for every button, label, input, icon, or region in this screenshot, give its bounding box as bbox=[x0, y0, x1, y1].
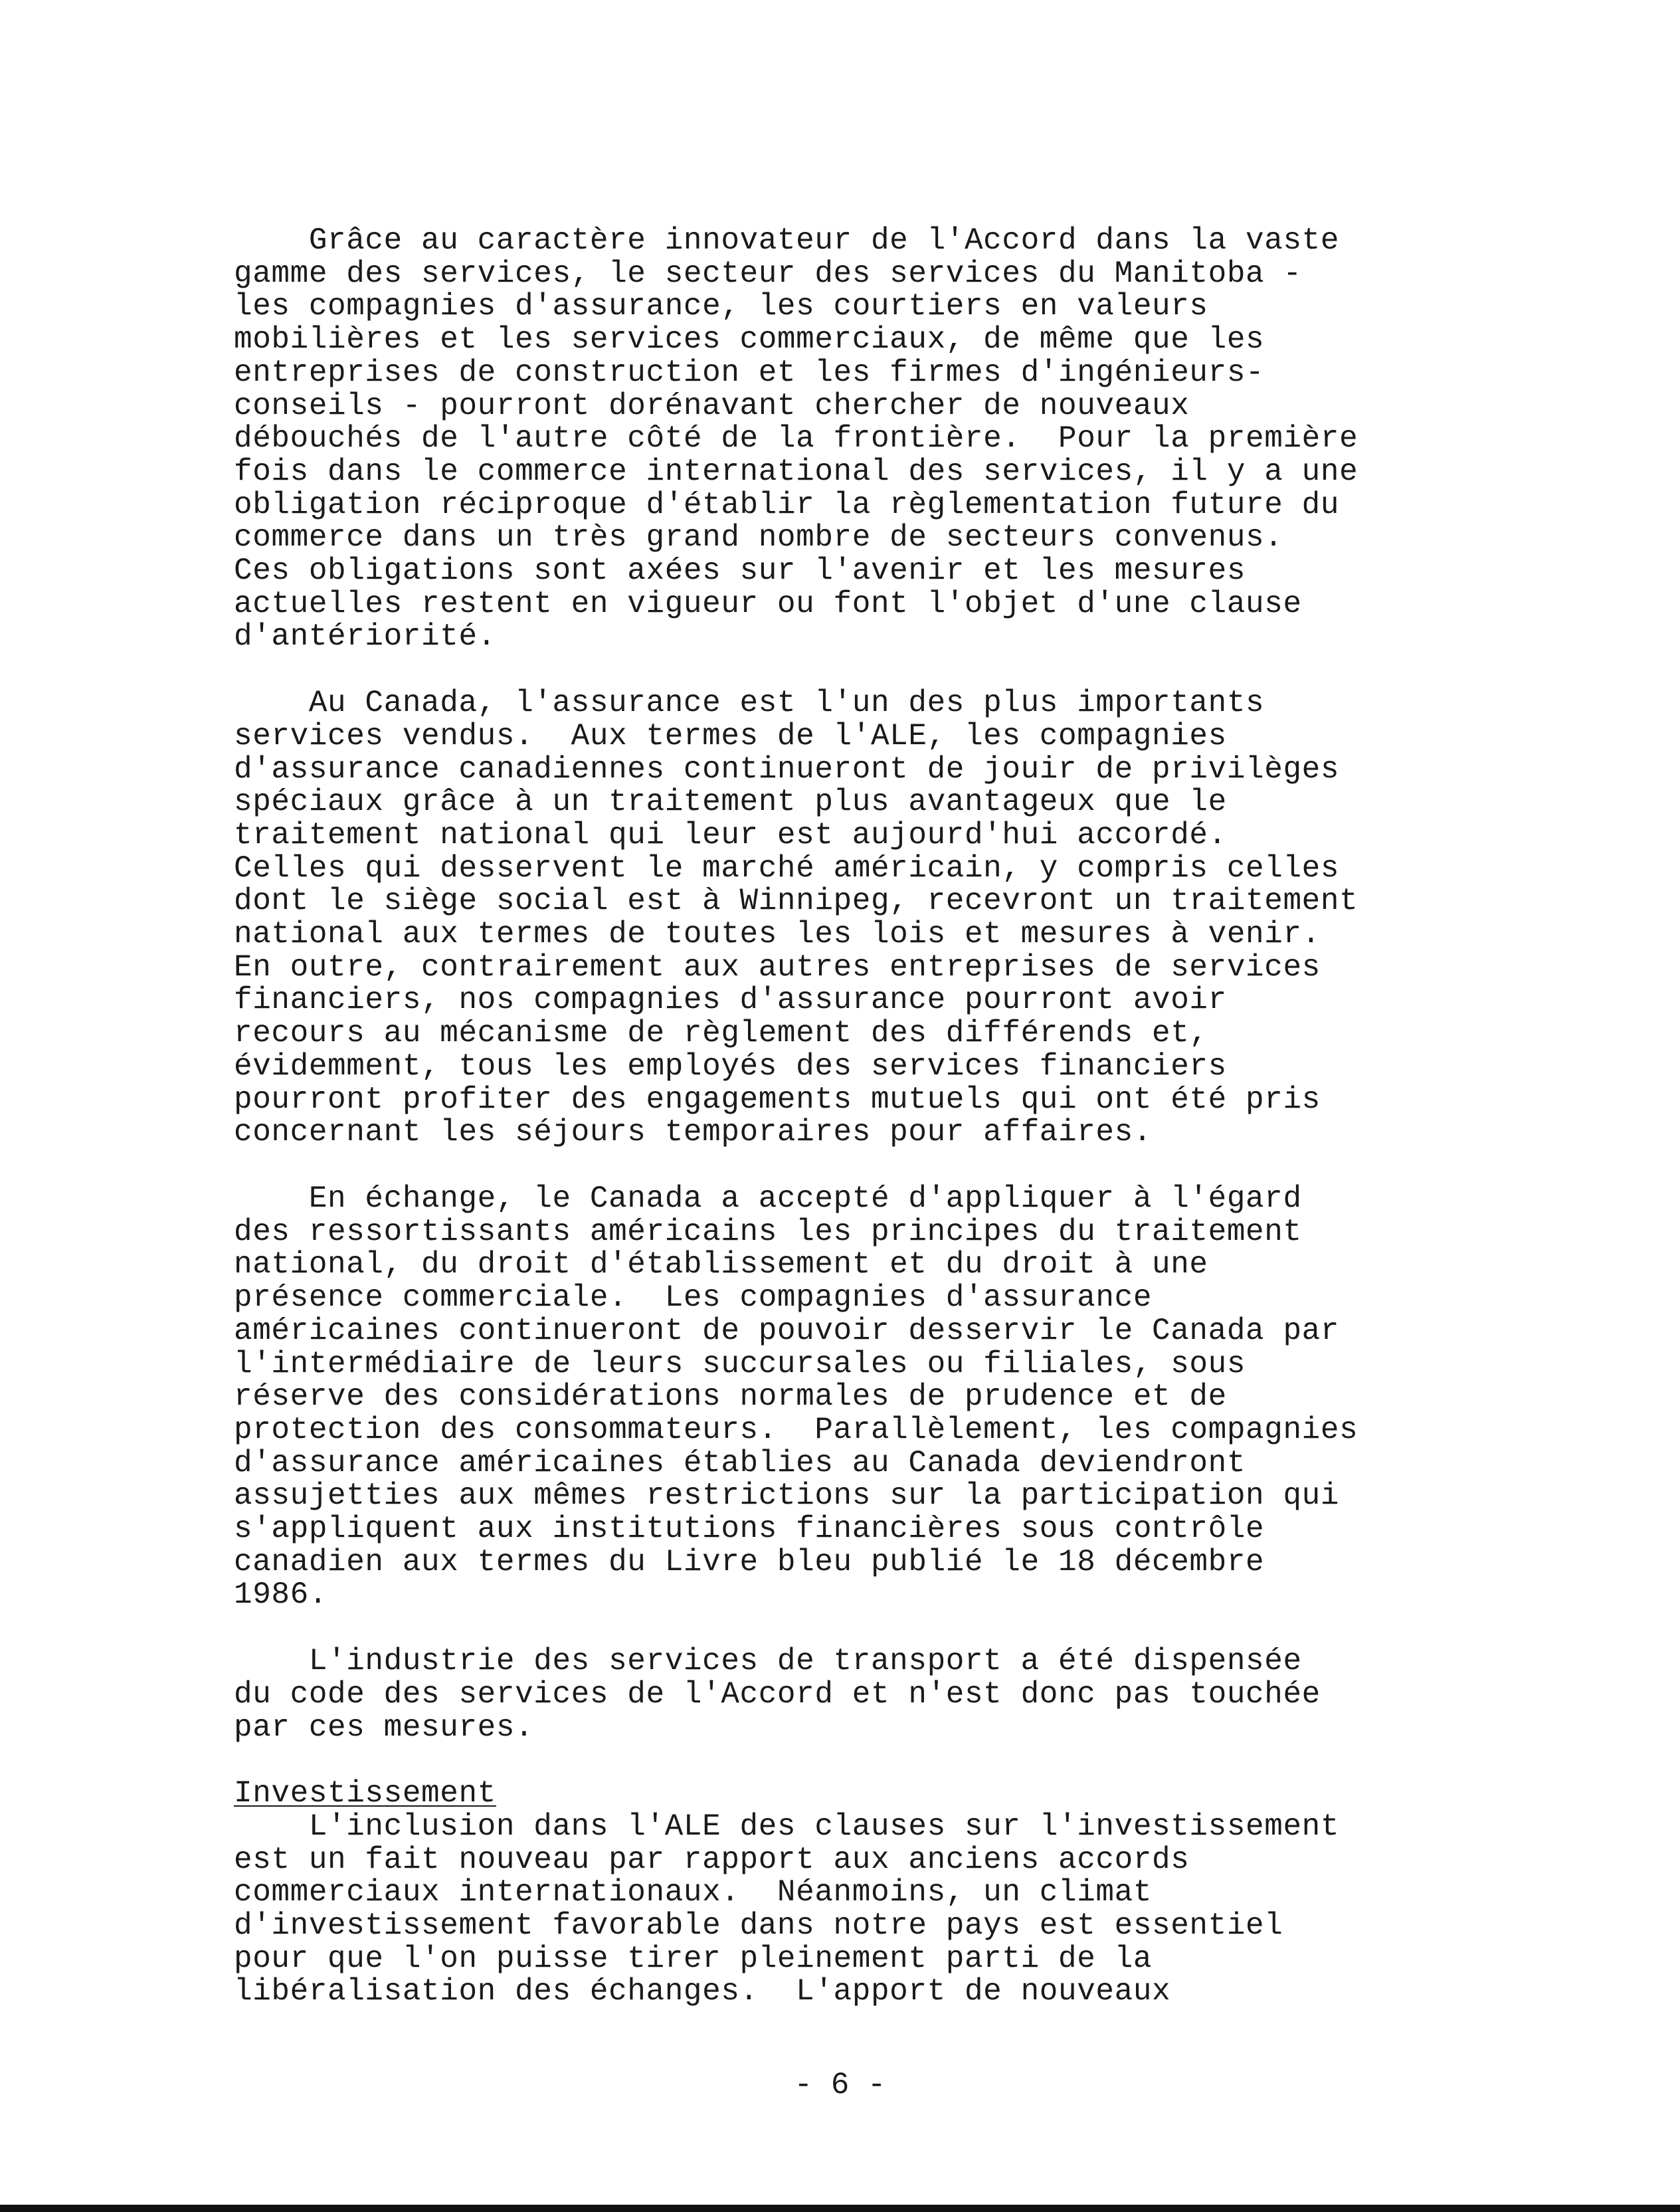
section-heading: Investissement bbox=[234, 1776, 496, 1811]
text-line: gamme des services, le secteur des services du Manitoba - bbox=[234, 256, 1302, 291]
text-line: des ressortissants américains les principes du traitement bbox=[234, 1214, 1302, 1249]
text-line: national, du droit d'établissement et du droit à une bbox=[234, 1247, 1208, 1282]
text-line: d'assurance américaines établies au Canada deviendront bbox=[234, 1445, 1246, 1480]
text-line: d'antériorité. bbox=[234, 619, 496, 654]
text-line: mobilières et les services commerciaux, de même que les bbox=[234, 322, 1265, 357]
document-page bbox=[234, 225, 1443, 2009]
text-line: canadien aux termes du Livre bleu publié le 18 décembre bbox=[234, 1544, 1265, 1579]
text-line: d'investissement favorable dans notre pays est essentiel bbox=[234, 1908, 1283, 1944]
page-number: - 6 - bbox=[794, 2068, 886, 2102]
text-line: obligation réciproque d'établir la règlementation future du bbox=[234, 487, 1340, 522]
text-line: dont le siège social est à Winnipeg, recevront un traitement bbox=[234, 884, 1358, 919]
text-line: En échange, le Canada a accepté d'appliquer à l'égard bbox=[234, 1181, 1302, 1216]
paragraph-exchange bbox=[234, 1183, 1443, 1612]
paragraph-transport bbox=[234, 1645, 1443, 1744]
text-line: national aux termes de toutes les lois et mesures à venir. bbox=[234, 917, 1321, 952]
text-line: pourront profiter des engagements mutuels qui ont été pris bbox=[234, 1082, 1321, 1117]
text-line: d'assurance canadiennes continueront de jouir de privilèges bbox=[234, 752, 1340, 787]
text-line: commerciaux internationaux. Néanmoins, un climat bbox=[234, 1875, 1153, 1910]
text-line: débouchés de l'autre côté de la frontière. Pour la première bbox=[234, 421, 1358, 456]
text-line: L'inclusion dans l'ALE des clauses sur l'investissement bbox=[234, 1809, 1340, 1844]
text-line: présence commerciale. Les compagnies d'assurance bbox=[234, 1280, 1153, 1316]
text-line: Ces obligations sont axées sur l'avenir et les mesures bbox=[234, 553, 1246, 589]
text-line: Celles qui desservent le marché américain, y compris celles bbox=[234, 851, 1340, 886]
text-line: assujetties aux mêmes restrictions sur la participation qui bbox=[234, 1478, 1340, 1514]
text-line: services vendus. Aux termes de l'ALE, les compagnies bbox=[234, 718, 1227, 754]
text-line: réserve des considérations normales de prudence et de bbox=[234, 1379, 1227, 1415]
text-line: commerce dans un très grand nombre de secteurs convenus. bbox=[234, 520, 1283, 555]
bottom-scan-edge bbox=[0, 2205, 1680, 2212]
text-line: libéralisation des échanges. L'apport de nouveaux bbox=[234, 1974, 1171, 2009]
section-investissement bbox=[234, 1777, 1443, 2009]
text-line: Grâce au caractère innovateur de l'Accord dans la vaste bbox=[234, 223, 1340, 258]
text-line: Au Canada, l'assurance est l'un des plus importants bbox=[234, 686, 1265, 721]
text-line: En outre, contrairement aux autres entreprises de services bbox=[234, 950, 1321, 985]
text-line: américaines continueront de pouvoir desservir le Canada par bbox=[234, 1313, 1340, 1348]
text-line: les compagnies d'assurance, les courtiers en valeurs bbox=[234, 289, 1208, 324]
text-line: pour que l'on puisse tirer pleinement parti de la bbox=[234, 1941, 1153, 1976]
text-line: actuelles restent en vigueur ou font l'objet d'une clause bbox=[234, 586, 1302, 621]
text-line: s'appliquent aux institutions financières sous contrôle bbox=[234, 1512, 1265, 1547]
text-line: est un fait nouveau par rapport aux anciens accords bbox=[234, 1842, 1190, 1877]
text-line: spéciaux grâce à un traitement plus avantageux que le bbox=[234, 785, 1227, 820]
text-line: fois dans le commerce international des services, il y a une bbox=[234, 454, 1358, 489]
text-line: 1986. bbox=[234, 1577, 328, 1613]
paragraph-insurance bbox=[234, 687, 1443, 1150]
paragraph-services-innovation bbox=[234, 225, 1443, 654]
text-line: recours au mécanisme de règlement des différends et, bbox=[234, 1016, 1208, 1051]
text-line: par ces mesures. bbox=[234, 1710, 534, 1745]
text-line: L'industrie des services de transport a été dispensée bbox=[234, 1644, 1302, 1679]
text-line: protection des consommateurs. Parallèlement, les compagnies bbox=[234, 1412, 1358, 1447]
text-line: entreprises de construction et les firmes d'ingénieurs- bbox=[234, 355, 1265, 390]
text-line: du code des services de l'Accord et n'est donc pas touchée bbox=[234, 1676, 1321, 1712]
text-line: concernant les séjours temporaires pour affaires. bbox=[234, 1115, 1153, 1150]
text-line: traitement national qui leur est aujourd'hui accordé. bbox=[234, 817, 1227, 853]
text-line: conseils - pourront dorénavant chercher de nouveaux bbox=[234, 388, 1190, 423]
text-line: évidemment, tous les employés des services financiers bbox=[234, 1049, 1227, 1084]
text-line: l'intermédiaire de leurs succursales ou filiales, sous bbox=[234, 1346, 1246, 1381]
text-line: financiers, nos compagnies d'assurance pourront avoir bbox=[234, 983, 1227, 1018]
